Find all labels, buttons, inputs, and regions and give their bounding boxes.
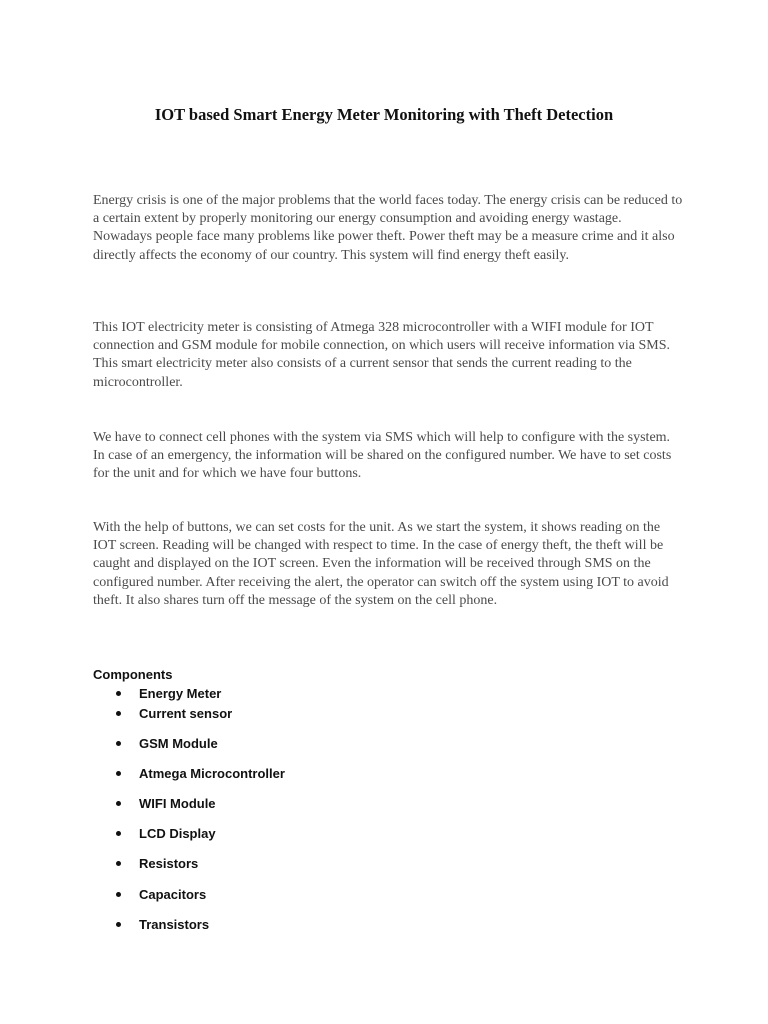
- paragraph-system-operation: With the help of buttons, we can set costs for the unit. As we start the system, it shows reading on the IOT screen. Reading will be changed with respect to time. In the case of energy theft, the theft will be caught and displayed on the IOT screen. Even the information will be received through SMS on the configured number. After receiving the alert, the operator can switch off the system using IOT to avoid theft. It also shares turn off the message of the system on the cell phone.: [93, 520, 669, 608]
- paragraph-sms-configuration: We have to connect cell phones with the system via SMS which will help to configure with the system. In case of an emergency, the information will be shared on the configured number. We have to set costs for the unit and for which we have four buttons.: [93, 430, 672, 482]
- list-item: [0, 826, 400, 844]
- bullet-icon: [116, 711, 121, 716]
- component-label: Atmega Microcontroller: [139, 766, 285, 781]
- bullet-icon: [116, 861, 121, 866]
- component-label: Resistors: [139, 856, 199, 871]
- bullet-icon: [116, 801, 121, 806]
- bullet-icon: [116, 741, 121, 746]
- component-label: WIFI Module: [139, 796, 216, 811]
- bullet-icon: [116, 831, 121, 836]
- component-label: Current sensor: [139, 706, 233, 721]
- bullet-icon: [116, 771, 121, 776]
- paragraph-energy-crisis: Energy crisis is one of the major problems that the world faces today. The energy crisis can be reduced to a certain extent by properly monitoring our energy consumption and avoiding energy wastage. Nowadays people face many problems like power theft. Power theft may be a measure crime and it also directly affects the economy of our country. This system will find energy theft easily.: [93, 193, 683, 263]
- component-label: Transistors: [139, 917, 210, 932]
- bullet-icon: [116, 691, 121, 696]
- list-item: [0, 736, 400, 754]
- list-item: [0, 686, 400, 704]
- list-item: [0, 796, 400, 814]
- list-item: [0, 917, 400, 935]
- component-label: GSM Module: [139, 736, 218, 751]
- component-label: LCD Display: [139, 826, 216, 841]
- components-heading: Components: [93, 667, 173, 682]
- paragraph-meter-description: This IOT electricity meter is consisting of Atmega 328 microcontroller with a WIFI module for IOT connection and GSM module for mobile connection, on which users will receive information via SMS. This smart electricity meter also consists of a current sensor that sends the current reading to the microcontroller.: [93, 320, 670, 390]
- component-label: Capacitors: [139, 887, 207, 902]
- document-title: IOT based Smart Energy Meter Monitoring with Theft Detection: [154, 105, 614, 124]
- bullet-icon: [116, 892, 121, 897]
- list-item: [0, 766, 400, 784]
- list-item: [0, 887, 400, 905]
- list-item: [0, 706, 400, 724]
- component-label: Energy Meter: [139, 686, 222, 701]
- list-item: [0, 856, 400, 874]
- bullet-icon: [116, 922, 121, 927]
